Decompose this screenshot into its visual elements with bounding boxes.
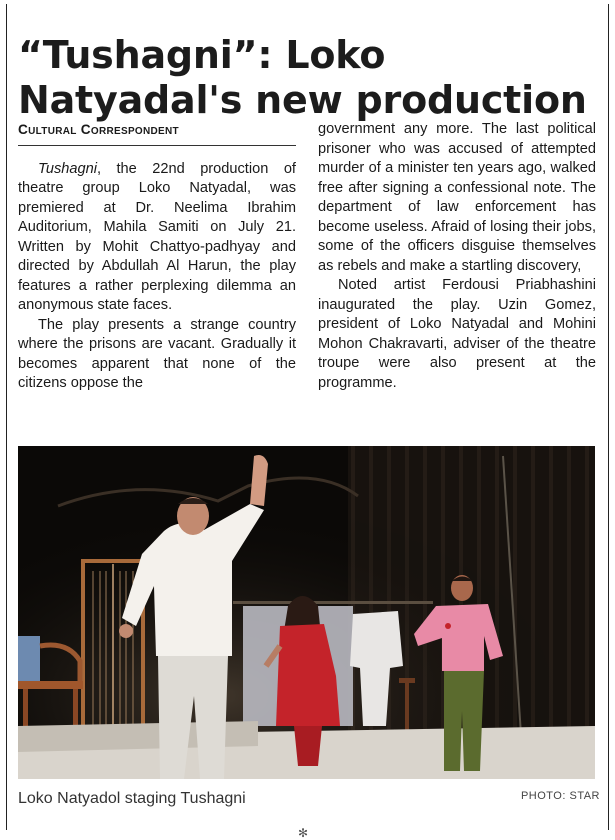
stage-photo xyxy=(18,446,595,779)
paragraph-3: Noted artist Ferdousi Priabhashini inaugurated the play. Uzin Gomez, president of Loko Natyadal and Mohini Mohon Chakravarti, adviser of the theatre troupe were also present at the programme. xyxy=(318,277,596,391)
photo-credit: PHOTO: STAR xyxy=(520,790,600,802)
right-column xyxy=(318,120,596,393)
headline: “Tushagni”: Loko Natyadal's new production xyxy=(18,33,587,123)
caption-row xyxy=(18,790,600,808)
paragraph-1-text: , the 22nd production of theatre group Loko Natyadal, was premiered at Dr. Neelima Ibrahim Auditorium, Mahila Samiti on July 21. Written by Mohit Chattyo-padhyay and directed by Abdullah Al Harun, the play features a rather perplexing dilemma an anonymous state faces. xyxy=(18,160,296,313)
clothesline xyxy=(233,601,433,604)
paragraph-2: The play presents a strange country where the prisons are vacant. Gradually it becomes apparent that none of the citizens oppose the xyxy=(18,316,296,391)
photo-caption: Loko Natyadol staging Tushagni xyxy=(18,790,246,807)
play-title: Tushagni xyxy=(38,160,97,177)
ornament-icon: ✻ xyxy=(298,826,309,840)
stage-illustration xyxy=(18,446,595,779)
paragraph-2-continued: government any more. The last political prisoner who was accused of attempted murder of a minister ten years ago, walked free after signing a confessional note. The department of law enforcement has become useless. Afraid of losing their jobs, some of the officers disguise themselves as rebels and make a startling discovery, xyxy=(318,121,596,274)
left-column xyxy=(18,120,296,394)
paragraph-1 xyxy=(18,160,296,316)
byline: Cultural Correspondent xyxy=(18,120,296,146)
